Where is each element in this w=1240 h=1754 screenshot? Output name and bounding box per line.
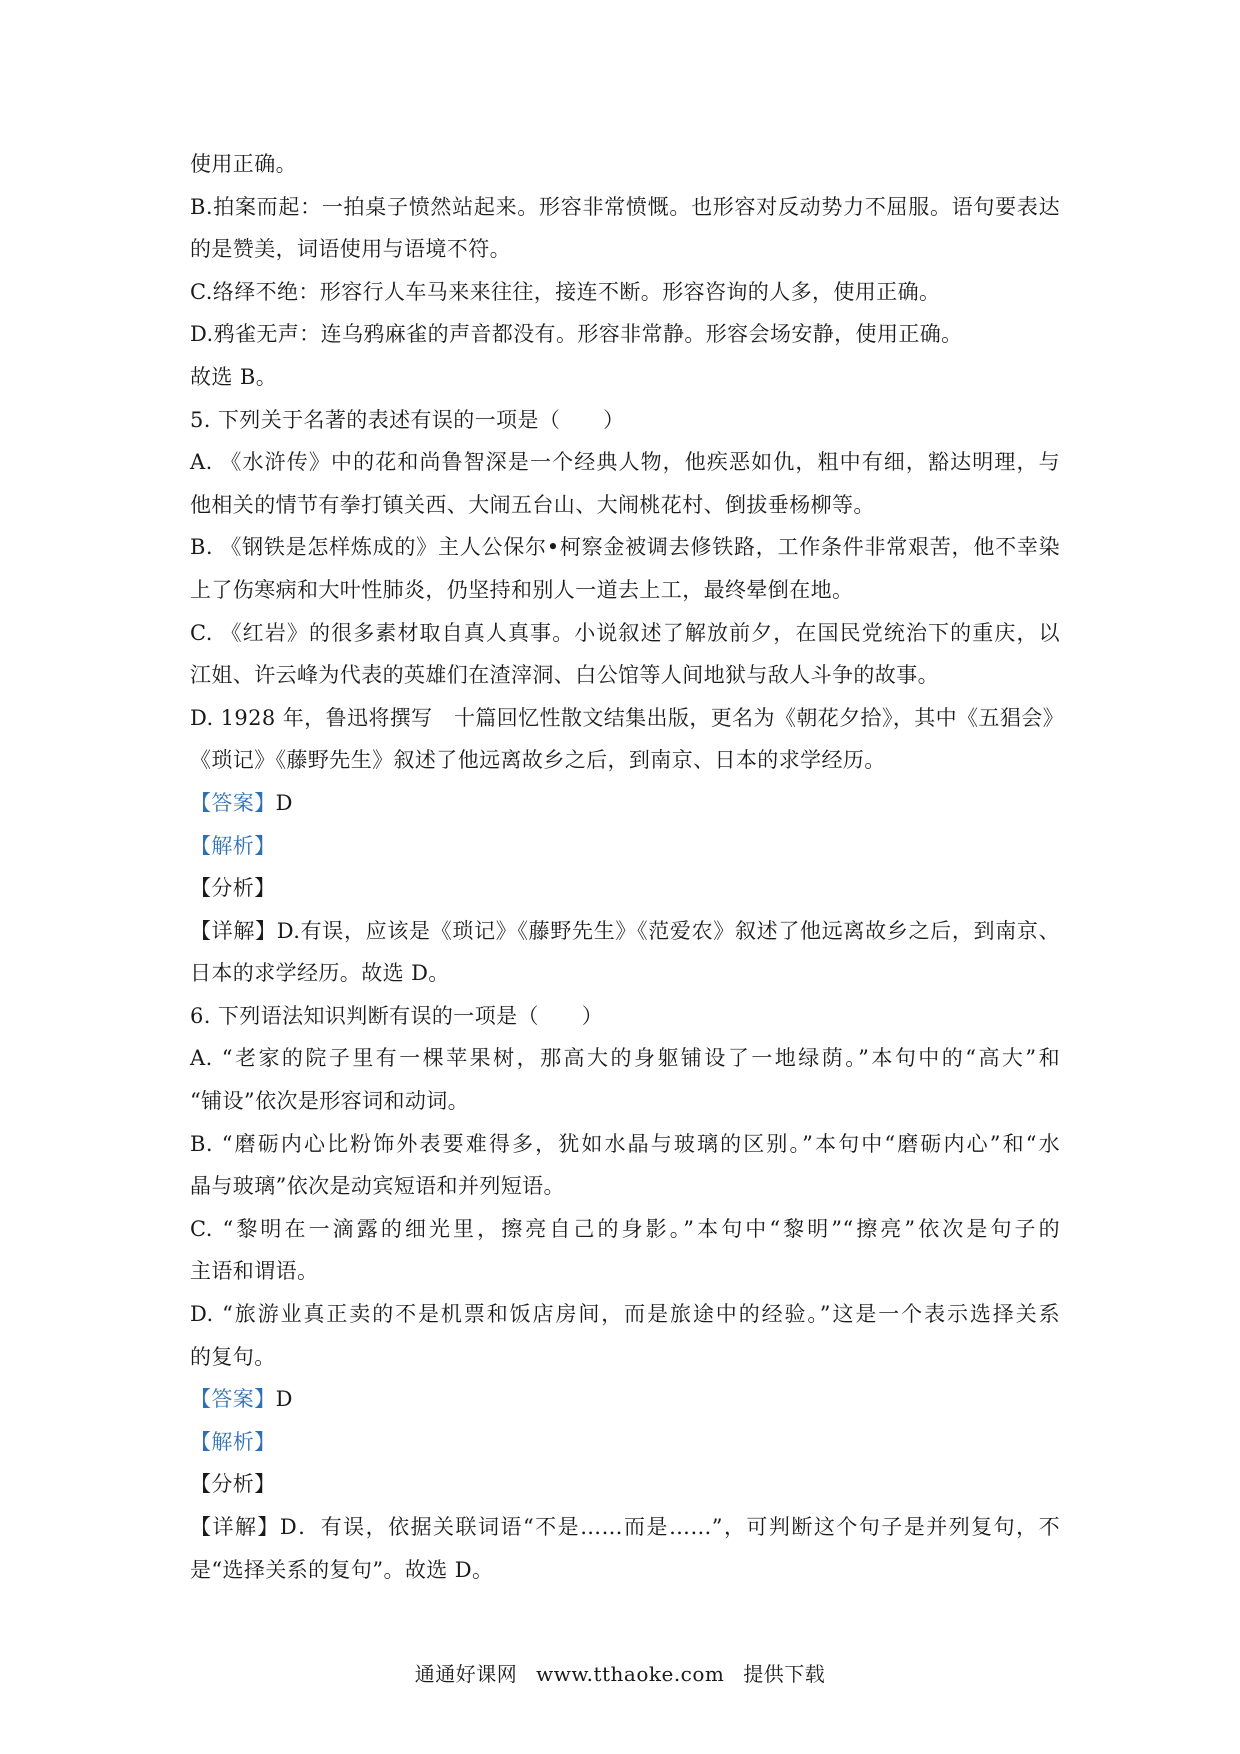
line-text: D. 1928 年，鲁迅将撰写 十篇回忆性散文结集出版，更名为《朝花夕拾》，其中《五猖会》	[190, 705, 1065, 730]
text-line	[190, 228, 1060, 271]
section-tag: 【解析】	[190, 833, 276, 858]
document-body	[190, 143, 1065, 1591]
line-text: “铺设”依次是形容词和动词。	[190, 1089, 470, 1114]
text-line	[190, 1293, 1060, 1336]
labeled-line	[190, 782, 1060, 825]
text-line	[190, 1165, 1060, 1208]
section-tag: 【答案】	[190, 1387, 276, 1412]
line-text: D.有误，应该是《琐记》《藤野先生》《范爱农》叙述了他远离故乡之后，到南京、	[276, 918, 1060, 943]
text-line	[190, 697, 1065, 740]
section-tag: 【答案】	[190, 790, 276, 815]
line-text: 故选 B。	[190, 364, 278, 389]
text-line	[190, 1037, 1060, 1080]
text-line	[190, 995, 1060, 1038]
line-text: B. 《钢铁是怎样炼成的》主人公保尔•柯察金被调去修铁路，工作条件非常艰苦，他不幸染	[190, 535, 1060, 560]
labeled-line	[190, 1463, 1060, 1506]
line-text: 上了伤寒病和大叶性肺炎，仍坚持和别人一道去上工，最终晕倒在地。	[190, 577, 854, 602]
line-text: 的是赞美，词语使用与语境不符。	[190, 237, 511, 262]
text-line	[190, 1549, 1060, 1592]
line-text: A. 《水浒传》中的花和尚鲁智深是一个经典人物，他疾恶如仇，粗中有细，豁达明理，与	[190, 450, 1060, 475]
text-line	[190, 654, 1060, 697]
text-line	[190, 1208, 1060, 1251]
text-line	[190, 569, 1060, 612]
text-line	[190, 526, 1060, 569]
line-text: 6. 下列语法知识判断有误的一项是（ ）	[190, 1003, 604, 1028]
text-line	[190, 186, 1060, 229]
labeled-line	[190, 1421, 1060, 1464]
labeled-line	[190, 867, 1060, 910]
line-text: 的复句。	[190, 1344, 276, 1369]
text-line	[190, 399, 1060, 442]
text-line	[190, 143, 1060, 186]
line-text: B. “磨砺内心比粉饰外表要难得多，犹如水晶与玻璃的区别。”本句中“磨砺内心”和“水	[190, 1131, 1060, 1156]
section-tag: 【详解】	[190, 1515, 280, 1539]
line-text: D. “旅游业真正卖的不是机票和饭店房间，而是旅途中的经验。”这是一个表示选择关系	[190, 1302, 1060, 1327]
text-line	[190, 1336, 1060, 1379]
text-line	[190, 612, 1060, 655]
text-line	[190, 952, 1060, 995]
text-line	[190, 739, 1060, 782]
line-text: D	[275, 790, 293, 815]
line-text: 5. 下列关于名著的表述有误的一项是（ ）	[190, 407, 625, 432]
line-text: 《琐记》《藤野先生》叙述了他远离故乡之后，到南京、日本的求学经历。	[190, 748, 886, 773]
line-text: 晶与玻璃”依次是动宾短语和并列短语。	[190, 1174, 565, 1199]
section-tag: 【详解】	[190, 918, 277, 943]
line-text: D	[275, 1387, 293, 1412]
page-footer	[0, 1658, 1240, 1687]
line-text: C.络绎不绝：形容行人车马来来往往，接连不断。形容咨询的人多，使用正确。	[190, 279, 941, 304]
line-text: D.鸦雀无声：连乌鸦麻雀的声音都没有。形容非常静。形容会场安静，使用正确。	[190, 322, 963, 347]
labeled-line	[190, 825, 1060, 868]
line-text: A. “老家的院子里有一棵苹果树，那高大的身躯铺设了一地绿荫。”本句中的“高大”和	[190, 1046, 1060, 1071]
line-text: 江姐、许云峰为代表的英雄们在渣滓洞、白公馆等人间地狱与敌人斗争的故事。	[190, 663, 939, 688]
footer-note: 提供下载	[743, 1662, 826, 1686]
line-text: 主语和谓语。	[190, 1259, 319, 1284]
text-line	[190, 356, 1060, 399]
line-text: 他相关的情节有拳打镇关西、大闹五台山、大闹桃花村、倒拔垂杨柳等。	[190, 492, 875, 517]
text-line	[190, 484, 1060, 527]
text-line	[190, 441, 1060, 484]
footer-url-link[interactable]: www.tthaoke.com	[536, 1662, 725, 1686]
text-line	[190, 313, 1060, 356]
line-text: 使用正确。	[190, 152, 297, 176]
line-text: 日本的求学经历。故选 D。	[190, 961, 450, 986]
line-text: C. 《红岩》的很多素材取自真人真事。小说叙述了解放前夕，在国民党统治下的重庆，以	[190, 620, 1060, 645]
labeled-line	[190, 1506, 1060, 1549]
text-line	[190, 1250, 1060, 1293]
text-line	[190, 271, 1060, 314]
text-line	[190, 1123, 1060, 1166]
line-text: D．有误，依据关联词语“不是……而是……”，可判断这个句子是并列复句，不	[279, 1515, 1060, 1539]
footer-site-name: 通通好课网	[414, 1662, 518, 1686]
line-text: C. “黎明在一滴露的细光里，擦亮自己的身影。”本句中“黎明”“擦亮”依次是句子的	[190, 1216, 1060, 1241]
line-text: 是“选择关系的复句”。故选 D。	[190, 1557, 494, 1582]
text-line	[190, 1080, 1060, 1123]
section-tag: 【解析】	[190, 1429, 276, 1454]
labeled-line	[190, 1378, 1060, 1421]
labeled-line	[190, 910, 1060, 953]
section-tag: 【分析】	[190, 1472, 276, 1497]
line-text: B.拍案而起：一拍桌子愤然站起来。形容非常愤慨。也形容对反动势力不屈服。语句要表达	[190, 194, 1060, 219]
section-tag: 【分析】	[190, 876, 276, 901]
